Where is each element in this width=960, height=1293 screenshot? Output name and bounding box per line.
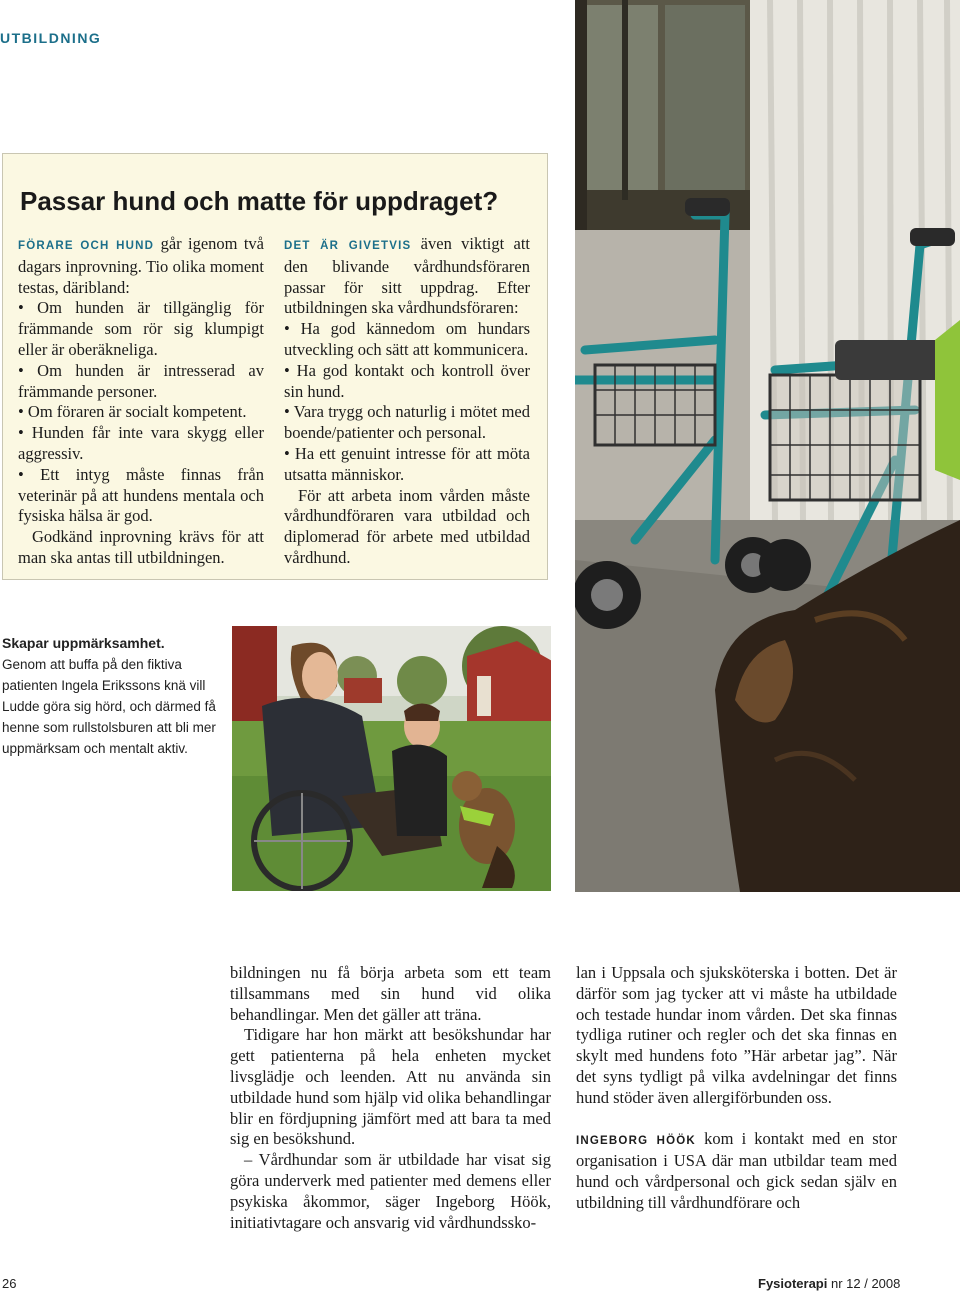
paragraph	[576, 1129, 897, 1214]
closing-text: För att arbeta inom vården måste vårdhundföraren vara utbildad och diplomerad för arbete med utbildad vårdhund.	[284, 485, 530, 567]
magazine-name: Fysioterapi	[758, 1276, 828, 1291]
lead-text: även viktigt att den blivande vårdhundsföraren passar för sitt uppdrag. Efter utbildningen ska vårdhundsföraren:	[284, 234, 530, 318]
bullet-item: • Om hunden är tillgänglig för främmande som rör sig klumpigt eller är oberäkneliga.	[18, 298, 264, 359]
paragraph: – Vårdhundar som är utbildade har visat sig göra underverk med patienter med demens eller psykiska åkommor, säger Ingeborg Höök, initiativtagare och ansvarig vid vårdhundssko-	[230, 1150, 551, 1232]
paragraph: bildningen nu få börja arbeta som ett team tillsammans med sin hund vid olika behandlingar. Men det gäller att träna.	[230, 963, 551, 1024]
paragraph: lan i Uppsala och sjuksköterska i botten. Det är därför som jag tycker att vi måste ha utbildade och testade hundar inom vården. Det ska finnas tydliga rutiner och regler och det ska finnas en skylt med hundens foto ”Här arbetar jag”. När det syns tydligt på vilka avdelningar det finns hund stöder även allergiförbunden oss.	[576, 963, 897, 1107]
section-label: UTBILDNING	[0, 30, 102, 46]
factbox-column-2	[284, 234, 530, 569]
caption-title: Skapar uppmärksamhet.	[2, 635, 165, 651]
lead-caps: FÖRARE OCH HUND	[18, 240, 155, 252]
bullet-item: • Om hunden är intresserad av främmande personer.	[18, 360, 264, 401]
paragraph-lead-caps: INGEBORG HÖÖK	[576, 1134, 696, 1147]
lead-text: går igenom två dagars inprovning. Tio olika moment testas, däribland:	[18, 234, 264, 297]
bullet-item: • Ett intyg måste finnas från veterinär på att hundens mentala och fysiska hälsa är god.	[18, 464, 264, 526]
paragraph-text: kom i kontakt med en stor organisation i USA där man utbildar team med hund och vårdpersonal och gick sedan själv en utbildning till vårdhundförare och	[576, 1128, 897, 1212]
bullet-item: • Om föraren är socialt kompetent.	[18, 402, 247, 422]
issue-info: nr 12 / 2008	[827, 1276, 901, 1291]
caption-text: Genom att buffa på den fiktiva patienten Ingela Erikssons knä vill Ludde göra sig hörd, och därmed få henne som rullstolsburen att bli mer uppmärksam och mentalt aktiv.	[2, 657, 216, 756]
bullet-item: • Ha god kännedom om hundars utveckling och sätt att kommunicera.	[284, 319, 530, 359]
wheelchair-photo	[232, 626, 551, 891]
bullet-item: • Ha ett genuint intresse för att möta utsatta människor.	[284, 443, 530, 484]
factbox-lead	[284, 234, 530, 319]
bullet-item: • Hunden får inte vara skygg eller aggressiv.	[18, 423, 264, 463]
lead-caps: DET ÄR GIVETVIS	[284, 240, 412, 252]
article-column-2	[576, 963, 897, 1214]
photo-caption	[2, 633, 217, 759]
bullet-item: • Vara trygg och naturlig i mötet med boende/patienter och personal.	[284, 402, 530, 443]
closing-text: Godkänd inprovning krävs för att man ska antas till utbildningen.	[18, 527, 264, 567]
factbox-title: Passar hund och matte för uppdraget?	[20, 186, 499, 216]
factbox-column-1	[18, 234, 264, 569]
article-column-1	[230, 963, 551, 1233]
magazine-footer	[758, 1276, 900, 1291]
factbox-lead	[18, 234, 264, 298]
page-number: 26	[2, 1276, 17, 1291]
bullet-item: • Ha god kontakt och kontroll över sin hund.	[284, 360, 530, 401]
walkers-photo	[575, 0, 960, 892]
paragraph: Tidigare har hon märkt att besökshundar har gett patienterna på hela enheten mycket livsglädje och leenden. Att nu använda sin utbildade hund som hjälp vid olika behandlingar blir en fördjupning jämfört med att bara ta med sig en besökshund.	[230, 1025, 551, 1149]
